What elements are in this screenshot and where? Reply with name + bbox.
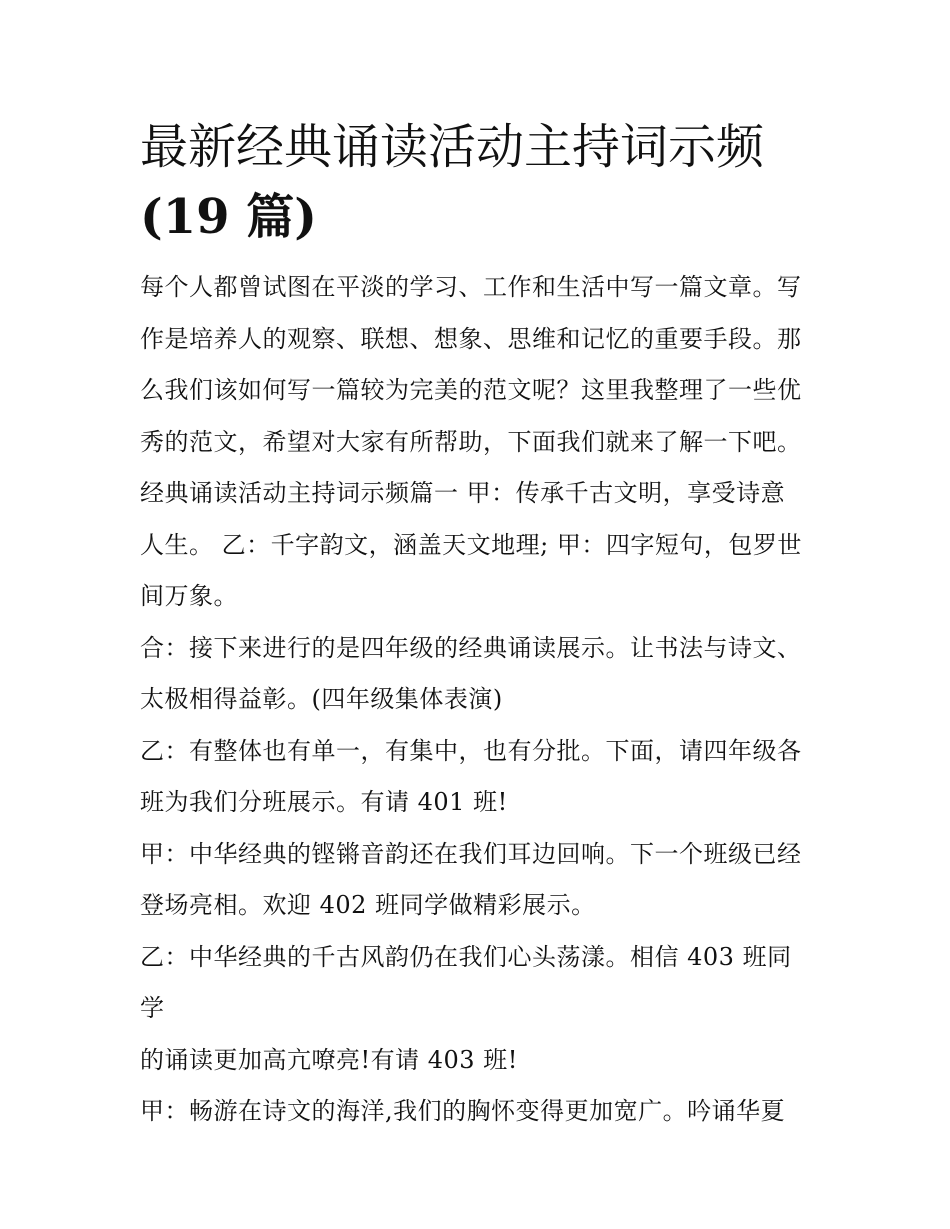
paragraph-4: 甲：中华经典的铿锵音韵还在我们耳边回响。下一个班级已经 登场亮相。欢迎 402 班同学做精彩展示。 bbox=[140, 839, 802, 919]
paragraph-3: 乙：有整体也有单一，有集中，也有分批。下面，请四年级各 班为我们分班展示。有请 401 班! bbox=[140, 736, 802, 816]
title-line-2: (19 篇) bbox=[140, 189, 317, 245]
title-line-1: 最新经典诵读活动主持词示频 bbox=[140, 119, 765, 175]
paragraph-5: 乙：中华经典的千古风韵仍在我们心头荡漾。相信 403 班同学 的诵读更加高亢嘹亮!有请 403 班! bbox=[140, 942, 792, 1074]
document-title bbox=[140, 112, 815, 252]
paragraph-intro: 每个人都曾试图在平淡的学习、工作和生活中写一篇文章。写 作是培养人的观察、联想、想象、思维和记忆的重要手段。那 么我们该如何写一篇较为完美的范文呢？这里我整理了一些优 秀的范文，希望对大家有所帮助，下面我们就来了解一下吧。 经典诵读活动主持词示频篇一 甲：传承千古文明，享受诗意 人生。 乙：千字韵文，涵盖天文地理; 甲：四字短句，包罗世 间万象。 bbox=[140, 273, 802, 610]
paragraph-6: 甲：畅游在诗文的海洋,我们的胸怀变得更加宽广。吟诵华夏 bbox=[140, 1097, 786, 1125]
document-body bbox=[140, 112, 815, 1138]
paragraph-2: 合：接下来进行的是四年级的经典诵读展示。让书法与诗文、 太极相得益彰。(四年级集体表演) bbox=[140, 633, 802, 713]
